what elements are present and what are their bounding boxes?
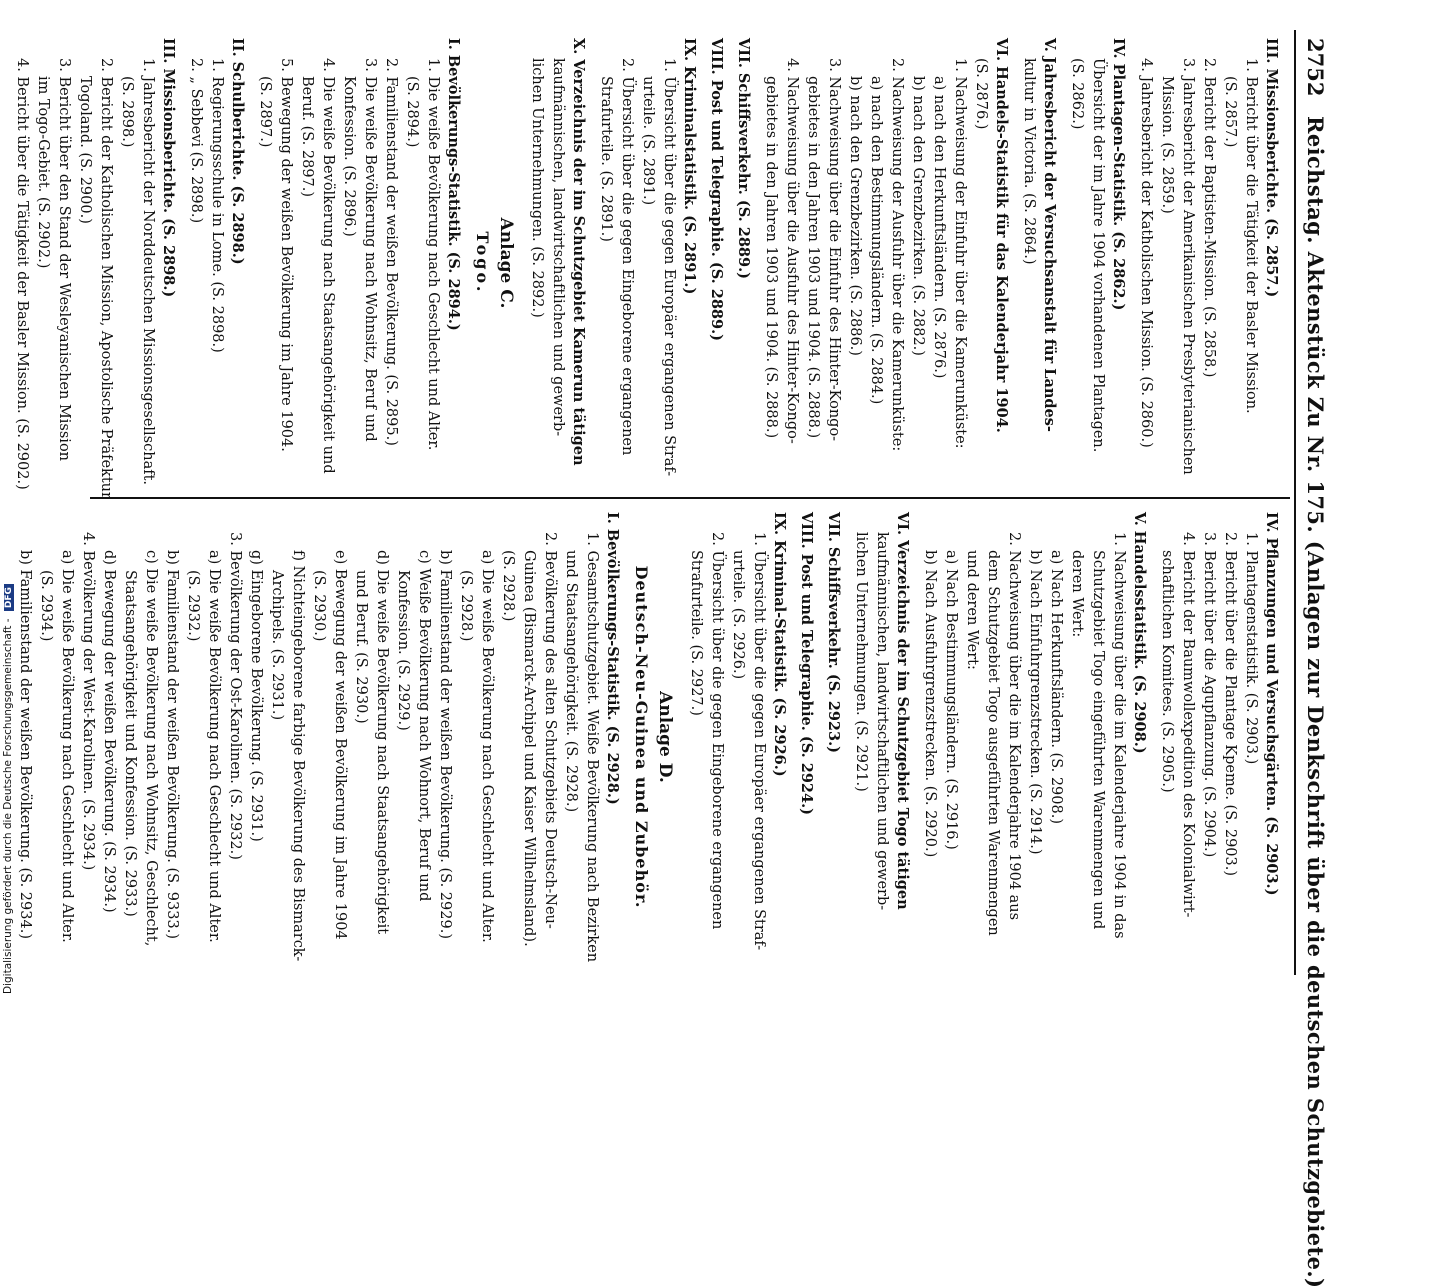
toc-entry: 1. Gesamtschutzgebiet. Weiße Bevölkerung nach Bezirken	[584, 532, 600, 963]
toc-entry: c) Die weiße Bevölkerung nach Wohnsitz, Geschlecht,	[143, 550, 159, 947]
toc-section	[850, 512, 913, 962]
digitization-note-text: Digitalisierung gefördert durch die Deutsche Forschungsgemeinschaft -	[2, 618, 14, 994]
toc-entry: b) nach den Grenzbezirken. (S. 2882.)	[910, 76, 926, 356]
column-divider	[90, 497, 1290, 499]
toc-entry: Mission. (S. 2859.)	[1159, 76, 1175, 214]
toc-entry: 1. Die weiße Bevölkerung nach Geschlecht und Alter.	[425, 58, 441, 451]
toc-entry: 4. Bevölkerung der West-Karolinen. (S. 2934.)	[80, 532, 96, 871]
toc-section	[796, 512, 817, 962]
toc-entry: d) Bewegung der weißen Bevölkerung. (S. 2934.)	[101, 550, 117, 913]
dfg-logo: DFG	[4, 584, 14, 611]
section-heading: I. Bevölkerungs-Statistik. (S. 2894.)	[445, 38, 462, 331]
toc-entry: 4. Jahresbericht der Katholischen Mission. (S. 2860.)	[1138, 58, 1154, 448]
toc-entry: (S. 2930.)	[311, 570, 327, 642]
toc-entry: b) Nach Ausfuhrgrenzstrecken. (S. 2920.)	[922, 550, 938, 858]
toc-entry: 4. Bericht der Baumwollexpedition des Kolonialwirt-	[1180, 532, 1196, 918]
toc-section	[1066, 38, 1129, 488]
toc-entry: a) nach den Herkunftsländern. (S. 2876.)	[931, 76, 947, 379]
right-sections	[685, 512, 1282, 962]
toc-entry: 2. Bericht der Katholischen Mission, Apostolische Präfektur	[98, 58, 114, 499]
toc-entry: (S. 2894.)	[404, 76, 420, 148]
toc-entry: kaufmännischen, landwirtschaftlichen und gewerb-	[874, 532, 890, 911]
page-header	[1292, 38, 1328, 1288]
toc-entry: Guinea (Bismarck-Archipel und Kaiser Wilhelmsland).	[521, 550, 537, 947]
toc-entry: kaufmännischen, landwirtschaftlichen und gewerb-	[550, 58, 566, 437]
toc-entry: (S. 2862.)	[1069, 58, 1085, 130]
toc-entry: 3. Die weiße Bevölkerung nach Wohnsitz, Beruf und	[362, 58, 378, 442]
toc-entry: Konfession. (S. 2929.)	[395, 570, 411, 731]
toc-entry: im Togo-Gebiet. (S. 2902.)	[35, 76, 51, 269]
section-heading: IX. Kriminal-Statistik. (S. 2926.)	[771, 512, 788, 777]
toc-entry: c) Weiße Bevölkerung nach Wohnort, Beruf und	[416, 550, 432, 902]
toc-entry: gebietes in den Jahren 1903 und 1904. (S. 2888.)	[805, 76, 821, 439]
toc-entry: 1. Nachweisung über die im Kalenderjahre 1904 in das	[1111, 532, 1127, 939]
toc-section	[760, 38, 1012, 488]
header-rule	[1294, 30, 1296, 975]
toc-entry: f) Nichteingeborene farbige Bevölkerung des Bismarck-	[290, 550, 306, 962]
toc-entry: und Beruf. (S. 2930.)	[353, 570, 369, 724]
section-heading: III. Missionsberichte. (S. 2857.)	[1263, 38, 1280, 298]
toc-entry: e) Bewegung der weißen Bevölkerung im Jahre 1904	[332, 550, 348, 940]
toc-entry: b) Familienstand der weißen Bevölkerung. (S. 2929.)	[437, 550, 453, 939]
page-number: 2752	[1303, 38, 1328, 97]
page-title: Reichstag. Aktenstück Zu Nr. 175. (Anlagen zur Denkschrift über die deutschen Schutzgebiete.)	[1303, 116, 1328, 1288]
toc-entry: 5. Bewegung der weißen Bevölkerung im Jahre 1904.	[278, 58, 294, 452]
toc-section	[254, 38, 464, 488]
anlage-c-subtitle: Togo.	[473, 231, 492, 295]
section-heading: VI. Verzeichnis der im Schutzgebiet Togo tätigen	[894, 512, 911, 910]
right-column	[8, 512, 1282, 962]
toc-section	[823, 512, 844, 962]
toc-entry: 2. Familienstand der weißen Bevölkerung. (S. 2895.)	[383, 58, 399, 446]
section-heading: II. Schulberichte. (S. 2898.)	[229, 38, 246, 265]
toc-entry: deren Wert:	[1069, 550, 1085, 638]
section-heading: VII. Schiffsverkehr. (S. 2923.)	[825, 512, 842, 754]
section-heading: X. Verzeichnis der im Schutzgebiet Kamerun tätigen	[570, 38, 587, 466]
toc-entry: b) Familienstand der weißen Bevölkerung. (S. 2934.)	[17, 550, 33, 939]
section-heading: VII. Schiffsverkehr. (S. 2889.)	[735, 38, 752, 280]
right-sections-2	[14, 512, 623, 962]
toc-section	[14, 512, 623, 962]
toc-entry: b) Nach Einfuhrgrenzstrecken. (S. 2914.)	[1027, 550, 1043, 855]
toc-section	[1018, 38, 1060, 488]
toc-entry: (S. 2932.)	[185, 570, 201, 642]
toc-entry: 3. Bericht über den Stand der Wesleyanischen Mission	[56, 58, 72, 462]
toc-entry: dem Schutzgebiet Togo ausgeführten Warenmengen	[985, 550, 1001, 936]
toc-entry: 2. Nachweisung der Ausfuhr über die Kamerunküste:	[889, 58, 905, 452]
toc-entry: Strafurteile. (S. 2927.)	[688, 550, 704, 716]
toc-entry: 1. Plantagenstatistik. (S. 2903.)	[1243, 532, 1259, 765]
toc-entry: a) Nach Bestimmungsländern. (S. 2916.)	[943, 550, 959, 850]
toc-entry: Schutzgebiet Togo eingeführten Warenmengen und	[1090, 550, 1106, 930]
toc-entry: 1. Jahresbericht der Norddeutschen Missionsgesellschaft.	[140, 58, 156, 486]
toc-entry: a) Die weiße Bevölkerung nach Geschlecht und Alter.	[479, 550, 495, 943]
toc-entry: g) Eingeborene Bevölkerung. (S. 2931.)	[248, 550, 264, 842]
section-heading: III. Missionsberichte. (S. 2898.)	[160, 38, 177, 298]
toc-entry: 1. Regierungsschule in Lome. (S. 2898.)	[209, 58, 225, 353]
toc-entry: (S. 2857.)	[1222, 76, 1238, 148]
toc-entry: kultur in Victoria. (S. 2864.)	[1021, 58, 1037, 265]
toc-entry: (S. 2898.)	[119, 76, 135, 148]
anlage-c-title: Anlage C.	[496, 217, 516, 309]
toc-section	[706, 38, 727, 488]
toc-section	[11, 38, 179, 499]
toc-section	[526, 38, 589, 488]
section-heading: V. Handelsstatistik. (S. 2908.)	[1131, 512, 1148, 754]
left-sections	[526, 38, 1282, 488]
toc-section	[1156, 512, 1282, 962]
toc-entry: 3. Jahresbericht der Amerikanischen Presbyterianischen	[1180, 58, 1196, 475]
toc-entry: 2. Übersicht über die gegen Eingeborene ergangenen	[619, 58, 635, 456]
toc-section	[919, 512, 1150, 962]
toc-entry: und Staatsangehörigkeit. (S. 2928.)	[563, 550, 579, 813]
section-heading: IV. Plantagen-Statistik. (S. 2862.)	[1110, 38, 1127, 311]
toc-entry: (S. 2897.)	[257, 76, 273, 148]
toc-entry: 4. Die weiße Bevölkerung nach Staatsangehörigkeit und	[320, 58, 336, 474]
toc-entry: Konfession. (S. 2896.)	[341, 76, 357, 237]
section-heading: IX. Kriminalstatistik. (S. 2891.)	[681, 38, 698, 295]
toc-entry: a) Die weiße Bevölkerung nach Geschlecht und Alter.	[59, 550, 75, 943]
toc-entry: Staatsangehörigkeit und Konfession. (S. 2933.)	[122, 570, 138, 917]
toc-entry: 2. Bericht über die Plantage Kpeme. (S. 2903.)	[1222, 532, 1238, 877]
toc-entry: b) nach den Grenzbezirken. (S. 2886.)	[847, 76, 863, 356]
toc-section	[185, 38, 248, 488]
section-heading: I. Bevölkerungs-Statistik. (S. 2928.)	[604, 512, 621, 805]
toc-section	[733, 38, 754, 488]
toc-entry: 2. Bevölkerung des alten Schutzgebiets Deutsch-Neu-	[542, 532, 558, 929]
toc-entry: (S. 2876.)	[973, 58, 989, 130]
toc-entry: lichen Unternehmungen. (S. 2892.)	[529, 58, 545, 318]
toc-entry: a) nach den Bestimmungsländern. (S. 2884.)	[868, 76, 884, 405]
toc-entry: 1. Übersicht über die gegen Europäer ergangenen Straf-	[751, 532, 767, 951]
section-heading: V. Jahresbericht der Versuchsanstalt für Landes-	[1041, 38, 1058, 432]
toc-entry: Archipels. (S. 2931.)	[269, 570, 285, 721]
anlage-d-subtitle: Deutsch-Neu-Guinea und Zubehör.	[632, 565, 651, 909]
anlage-d-title: Anlage D.	[655, 691, 675, 783]
toc-entry: b) Familienstand der weißen Bevölkerung. (S. 9333.)	[164, 550, 180, 939]
toc-section	[685, 512, 790, 962]
toc-entry: (S. 2928.)	[500, 550, 516, 622]
left-column	[5, 38, 1282, 499]
toc-entry: (S. 2934.)	[38, 570, 54, 642]
toc-entry: 1. Bericht über die Tätigkeit der Basler Mission.	[1243, 58, 1259, 414]
toc-entry: gebietes in den Jahren 1903 und 1904. (S. 2888.)	[763, 76, 779, 439]
toc-entry: 3. Bericht über die Agupflanzung. (S. 2904.)	[1201, 532, 1217, 858]
toc-entry: d) Die weiße Bevölkerung nach Staatsangehörigkeit	[374, 550, 390, 935]
toc-entry: 2. Bericht der Baptisten-Mission. (S. 2858.)	[1201, 58, 1217, 378]
toc-entry: 4. Nachweisung über die Ausfuhr des Hinter-Kongo-	[784, 58, 800, 444]
toc-entry: Togoland. (S. 2900.)	[77, 76, 93, 224]
section-heading: IV. Pflanzungen und Versuchsgärten. (S. 2903.)	[1263, 512, 1280, 896]
toc-entry: 3. Nachweisung über die Einfuhr des Hinter-Kongo-	[826, 58, 842, 442]
toc-entry: Strafurteile. (S. 2891.)	[598, 76, 614, 242]
toc-entry: 2. Übersicht über die gegen Eingeborene ergangenen	[709, 532, 725, 930]
toc-entry: a) Die weiße Bevölkerung nach Geschlecht und Alter.	[206, 550, 222, 943]
toc-entry: 1. Nachweisung der Einfuhr über die Kamerunküste:	[952, 58, 968, 449]
toc-entry: Beruf. (S. 2897.)	[299, 76, 315, 198]
toc-section	[1135, 38, 1282, 488]
toc-entry: a) Nach Herkunftsländern. (S. 2908.)	[1048, 550, 1064, 824]
section-heading: VI. Handels-Statistik für das Kalenderjahr 1904.	[993, 38, 1010, 433]
digitization-note	[2, 584, 14, 994]
toc-entry: schaftlichen Komitees. (S. 2905.)	[1159, 550, 1175, 793]
toc-entry: lichen Unternehmungen. (S. 2921.)	[853, 532, 869, 792]
toc-entry: und deren Wert:	[964, 550, 980, 670]
section-heading: VIII. Post und Telegraphie. (S. 2889.)	[708, 38, 725, 342]
toc-entry: urteile. (S. 2891.)	[640, 76, 656, 206]
toc-entry: Übersicht der im Jahre 1904 vorhandenen Plantagen.	[1090, 58, 1106, 453]
toc-entry: 3. Bevölkerung der Ost-Karolinen. (S. 2932.)	[227, 532, 243, 860]
toc-entry: 2. Nachweisung über die im Kalenderjahre 1904 aus	[1006, 532, 1022, 921]
toc-section	[595, 38, 700, 488]
toc-entry: 2. „ Sebbevi (S. 2898.)	[188, 58, 204, 224]
toc-entry: urteile. (S. 2926.)	[730, 550, 746, 680]
toc-entry: (S. 2928.)	[458, 570, 474, 642]
toc-entry: 1. Übersicht über die gegen Europäer ergangenen Straf-	[661, 58, 677, 477]
section-heading: VIII. Post und Telegraphie. (S. 2924.)	[798, 512, 815, 816]
left-sections-2	[11, 38, 464, 499]
toc-entry: 4. Bericht über die Tätigkeit der Basler Mission. (S. 2902.)	[14, 58, 30, 490]
